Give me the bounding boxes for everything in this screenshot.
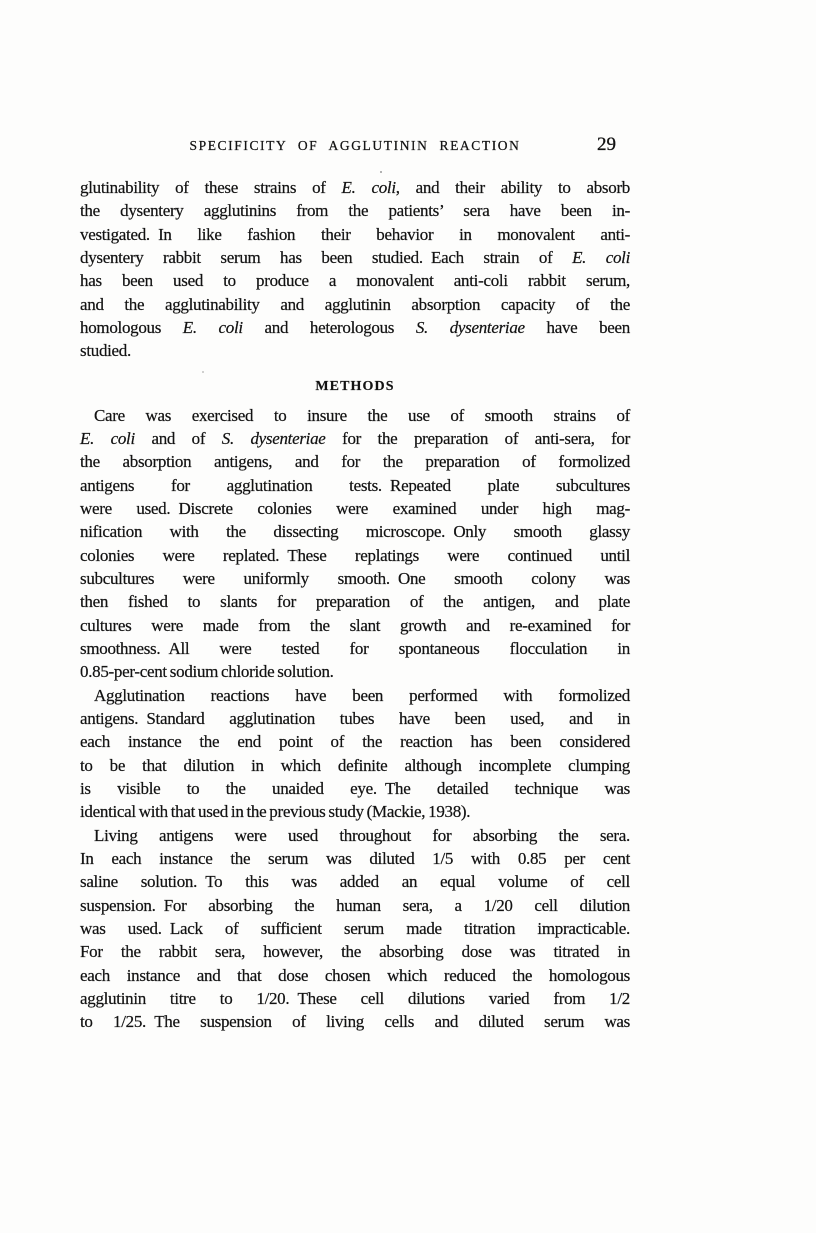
text-line: vestigated. In like fashion their behavior in monovalent anti- <box>80 224 630 244</box>
text-line: Living antigens were used throughout for absorbing the sera. <box>94 825 630 845</box>
text-line: glutinability of these strains of E. coli, and their ability to absorb <box>80 178 631 197</box>
text-line: suspension. For absorbing the human sera, a 1/20 cell dilution <box>80 895 630 915</box>
text-line: In each instance the serum was diluted 1/5 with 0.85 per cent <box>80 848 630 868</box>
scan-speck <box>202 371 204 373</box>
text-line: homologous E. coli and heterologous S. dysenteriae have been <box>80 317 630 337</box>
text-line: identical with that used in the previous study (Mackie, 1938). <box>80 802 471 822</box>
text-line: were used. Discrete colonies were examined under high mag- <box>80 498 630 518</box>
text-line: smoothness. All were tested for spontaneous flocculation in <box>80 638 630 658</box>
text-line: is visible to the unaided eye. The detailed technique was <box>80 778 630 798</box>
text-line: each instance and that dose chosen which reduced the homologous <box>80 965 630 985</box>
paragraph <box>80 404 630 684</box>
text-line: the dysentery agglutinins from the patients’ sera have been in- <box>80 201 630 221</box>
text-line: nification with the dissecting microscope. Only smooth glassy <box>80 522 630 542</box>
text-line: Care was exercised to insure the use of smooth strains of <box>94 405 630 425</box>
text-line: to be that dilution in which definite although incomplete clumping <box>80 755 630 775</box>
text-line: antigens. Standard agglutination tubes have been used, and in <box>80 708 630 728</box>
text-line: the absorption antigens, and for the preparation of formolized <box>80 452 630 472</box>
text-line: and the agglutinability and agglutinin absorption capacity of the <box>80 294 630 314</box>
paragraph <box>80 176 630 363</box>
text-line: E. coli and of S. dysenteriae for the preparation of anti-sera, for <box>80 428 630 448</box>
text-line: subcultures were uniformly smooth. One smooth colony was <box>80 568 630 588</box>
text-line: was used. Lack of sufficient serum made titration impracticable. <box>80 918 630 938</box>
running-head <box>80 134 630 158</box>
section-heading: METHODS <box>315 378 395 394</box>
page-number: 29 <box>597 134 616 155</box>
text-line: cultures were made from the slant growth and re-examined for <box>80 615 630 635</box>
text-line: agglutinin titre to 1/20. These cell dilutions varied from 1/2 <box>80 988 630 1008</box>
paragraph <box>80 684 630 824</box>
text-line: For the rabbit sera, however, the absorbing dose was titrated in <box>80 942 630 962</box>
scan-speck <box>380 171 382 173</box>
text-line: antigens for agglutination tests. Repeated plate subcultures <box>80 475 630 495</box>
article-body <box>80 176 630 1033</box>
text-line: saline solution. To this was added an equal volume of cell <box>80 872 630 892</box>
paragraph <box>80 824 630 1034</box>
text-line: to 1/25. The suspension of living cells and diluted serum was <box>80 1012 630 1032</box>
text-line: Agglutination reactions have been performed with formolized <box>94 685 630 705</box>
text-line: 0.85-per-cent sodium chloride solution. <box>80 662 334 682</box>
text-line: then fished to slants for preparation of the antigen, and plate <box>80 592 630 612</box>
text-line: dysentery rabbit serum has been studied. Each strain of E. coli <box>80 247 630 267</box>
running-head-title: SPECIFICITY OF AGGLUTININ REACTION <box>189 138 521 153</box>
text-line: studied. <box>80 341 131 361</box>
text-line: each instance the end point of the reaction has been considered <box>80 732 630 752</box>
text-line: colonies were replated. These replatings were continued until <box>80 545 630 565</box>
text-line: has been used to produce a monovalent anti-coli rabbit serum, <box>80 271 630 291</box>
